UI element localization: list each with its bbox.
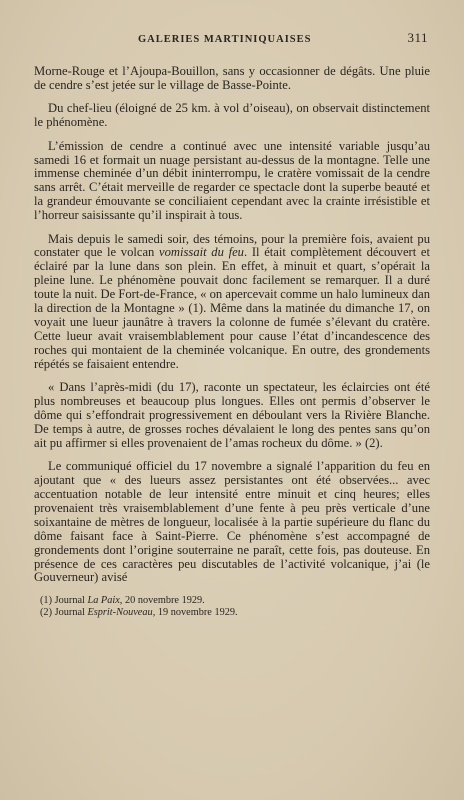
footnote: [40, 595, 430, 607]
text-run: . Il était complètement découvert et éclairé par la lune dans son plein. En effet, à minuit et quart, s’opérait la pleine lune. Le phénomène pouvait donc facilement se remarquer. Il a duré toute la nuit. De Fort-de-France, « on apercevait comme un halo lumineux dan la direction de la Montagne » (1). Même dans la matinée du dimanche 17, on voyait une lueur jaunâtre à travers la colonne de fumée s’élevant du cratère. Cette lueur avait vraisemblablement pour cause l’état d’incandescence des roches qui montaient de la cheminée volcanique. En outre, des grondements répétés se faisaient entendre.: [34, 245, 431, 371]
running-header: [138, 30, 428, 50]
paragraph: [34, 381, 430, 451]
italic-text: La Paix: [87, 594, 120, 606]
text-run: Du chef-lieu (éloigné de 25 km. à vol d’oiseau), on observait distinctement le phénomène.: [34, 101, 430, 130]
running-title: GALERIES MARTINIQUAISES: [138, 34, 312, 45]
paragraph: [34, 233, 430, 372]
paragraph: [34, 460, 430, 585]
footnotes: [34, 595, 430, 620]
footnote: [40, 607, 430, 619]
text-run: , 19 novembre 1929.: [152, 607, 238, 619]
text-run: L’émission de cendre a continué avec une intensité variable jusqu’au samedi 16 et formait un nuage persistant au-dessus de la montagne. Telle une immense cheminée d’un débit ininterrompu, le cratère vomissait de la cendre sans arrêt. C’était merveille de regarder ce spectacle dont la superbe beauté et la grandeur émouvante se conciliaient cependant avec la crainte irrésistible et l’horreur saisissante qu’il inspirait à tous.: [34, 138, 430, 223]
body-text: [34, 65, 430, 585]
text-run: (1) Journal: [40, 594, 88, 606]
text-run: (2) Journal: [40, 607, 88, 619]
text-run: , 20 novembre 1929.: [119, 594, 205, 606]
text-run: Le communiqué officiel du 17 novembre a signalé l’apparition du feu en ajoutant que « des lueurs assez persistantes ont été observées... avec accentuation notable de leur intensité entre minuit et cinq heures; elles provenaient très vraisemblablement d’une fente à peu près verticale d’une soixantaine de mètres de longueur, localisée à la partie supérieure du flanc du dôme faisant face à Saint-Pierre. Ce phénomène s’est accompagné de grondements dont l’origine souterraine ne paraît, cette fois, pas douteuse. En présence de ces caractères peu discutables de l’activité volcanique, j’ai (le Gouverneur) avisé: [34, 459, 430, 585]
paragraph: [34, 102, 430, 130]
text-run: Mais depuis le samedi soir, des témoins, pour la première fois, avaient pu constater que le volcan: [34, 231, 430, 260]
italic-text: vomissait du feu: [159, 245, 244, 260]
text-run: Morne-Rouge et l’Ajoupa-Bouillon, sans y occasionner de dégâts. Une pluie de cendre s’est jetée sur le village de Basse-Pointe.: [34, 64, 430, 92]
text-run: « Dans l’après-midi (du 17), raconte un spectateur, les éclaircies ont été plus nombreuses et beaucoup plus longues. Elles ont permis d’observer le dôme qui s’effondrait progressivement en déboulant vers la Rivière Blanche. De temps à autre, de grosses roches dévalaient le long des pentes sans qu’on ait pu affirmer si elles provenaient de l’amas rocheux du dôme. » (2).: [34, 380, 430, 450]
paragraph: [34, 140, 430, 223]
page-number: 311: [407, 30, 428, 45]
italic-text: Esprit-Nouveau: [87, 607, 153, 619]
paragraph: [34, 65, 430, 93]
